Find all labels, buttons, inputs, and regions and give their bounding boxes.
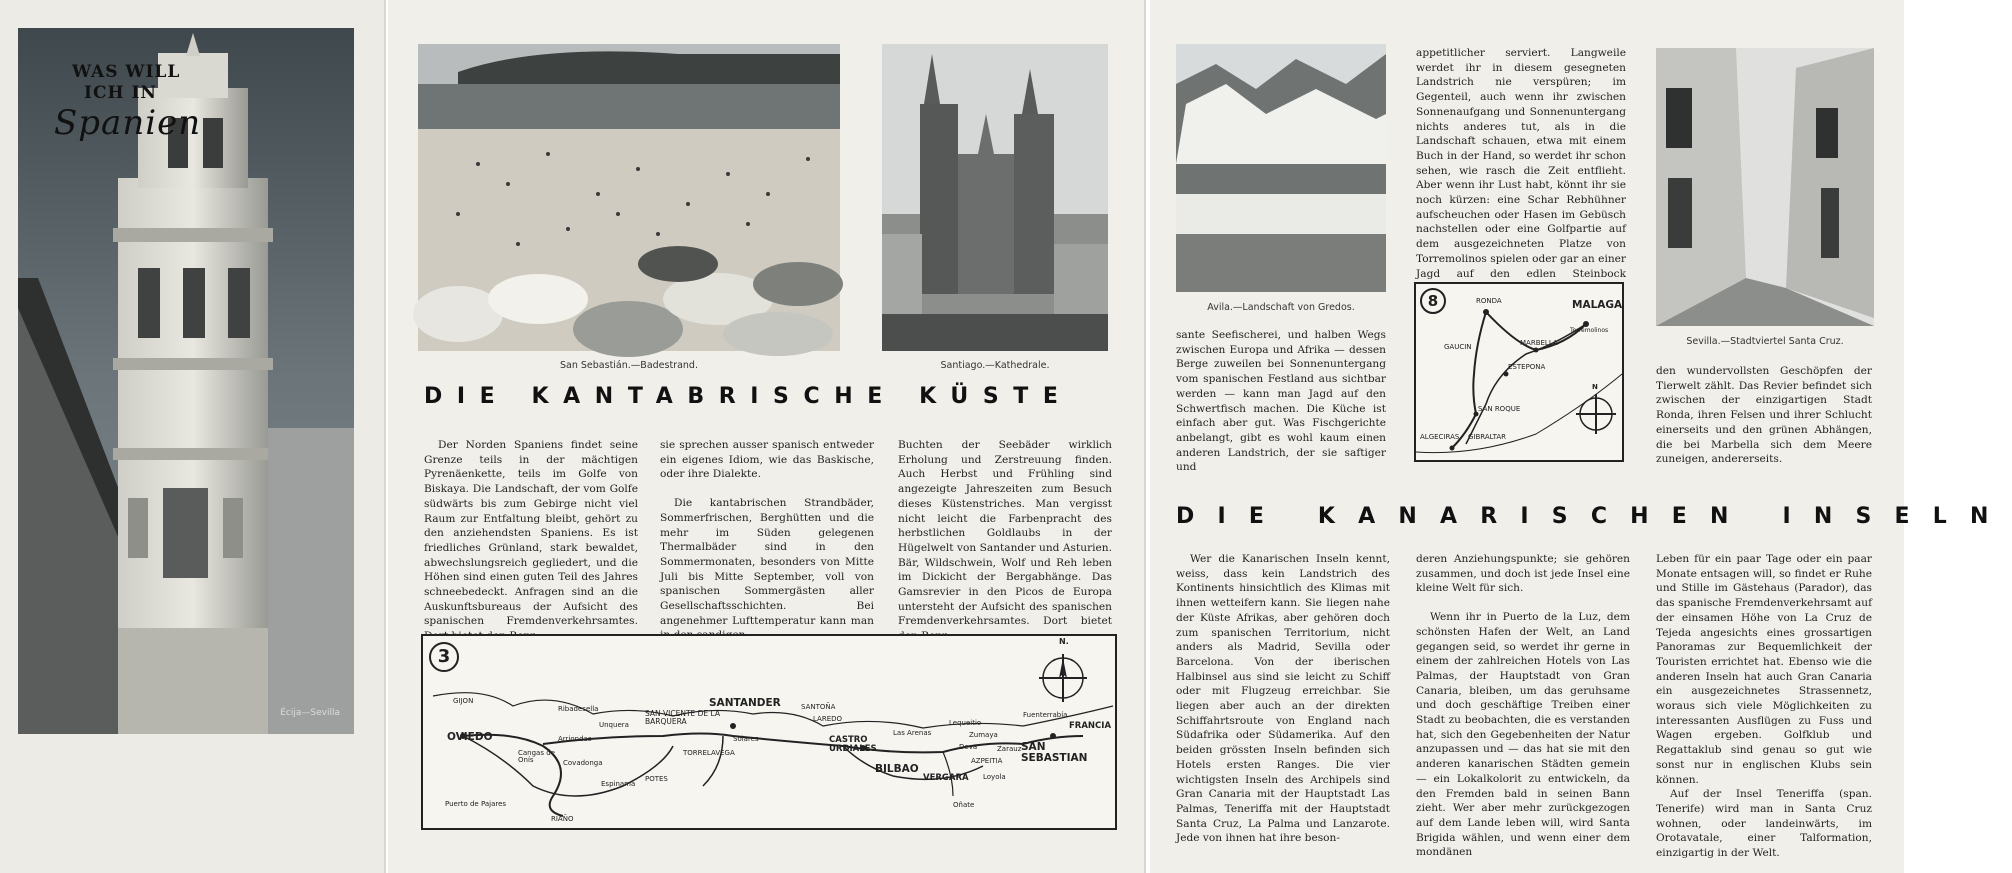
map-label-unquera: Unquera xyxy=(599,721,629,729)
map-label-francia: FRANCIA xyxy=(1069,721,1112,731)
middle-page xyxy=(388,0,1146,873)
cover-photo-credit: Écija—Sevilla xyxy=(280,708,340,718)
map-label-ribadesella: Ribadesella xyxy=(558,705,599,713)
map-label-arriondas: Arriondas xyxy=(558,735,592,743)
map-label-loyola: Loyola xyxy=(983,773,1006,781)
map-label-espinama: Espinama xyxy=(601,780,636,788)
text-paragraph: sie sprechen ausser spanisch entweder ein eigenes Idiom, wie das Baskische, oder ihre Dialekte. xyxy=(660,439,874,481)
map-label-zumaya: Zumaya xyxy=(969,731,998,739)
cover-photo xyxy=(18,28,354,734)
cover-title-line2: ICH IN xyxy=(84,83,157,103)
map-label-sanroque: SAN ROQUE xyxy=(1478,405,1521,413)
photo-san-sebastian-beach xyxy=(418,44,840,351)
photo-avila-caption: Avila.—Landschaft von Gredos. xyxy=(1207,302,1355,313)
map-label-fuenterrabia: Fuenterrabía xyxy=(1023,711,1068,719)
text-column-3 xyxy=(898,438,1112,644)
map-label-solares: Solares xyxy=(733,735,759,743)
map-label-arenas: Las Arenas xyxy=(893,729,932,737)
photo-san-sebastian-caption: San Sebastián.—Badestrand. xyxy=(560,360,698,371)
map-label-gijon: GIJON xyxy=(453,697,474,705)
map-label-sansebastian: SAN SEBASTIAN xyxy=(1021,741,1088,764)
map-label-sanvicente: SAN VICENTE DE LA BARQUERA xyxy=(645,709,721,726)
text-paragraph: Leben für ein paar Tage oder ein paar Monate entsagen will, so findet er Ruhe und Stille im Gästehaus (Parador), das das spanische Fremdenverkehrsamt auf der einsamen Höhe von La Cruz de Tejeda angesichts eines grossartigen Panoramas zur Bequemlichkeit der Touristen errichtet hat. Ebenso wie die anderen Inseln hat auch Gran Canaria ein ausgezeichnetes Strassennetz, woraus sich viele Möglichkeiten zu interessanten Ausflügen zu Fuss und Wagen ergeben. Golfklub und Regattaklub sind genau so gut wie sonst nur in englischen Klubs sein können. xyxy=(1656,553,1872,786)
text-column-1 xyxy=(424,438,638,644)
map-routes xyxy=(423,636,1115,828)
text-paragraph: sante Seefischerei, und halben Wegs zwischen Europa und Afrika — dessen Berge zuweilen bei Sonnenuntergang vom spanischen Festland aus sichtbar werden — kann man Jagd auf den Schwertfisch machen. Die Küche ist einfach aber gut. Was Fischgerichte anbelangt, gibt es wohl kaum einen anderen Landstrich, der sie saftiger und xyxy=(1176,329,1386,474)
text-paragraph: Wenn ihr in Puerto de la Luz, dem schönsten Hafen der Welt, an Land gegangen seid, so werdet ihr gerne in einem der zahlreichen Hotels von Las Palmas, der Hauptstadt von Gran Canaria, bleiben, um das geruhsame und doch geschäftige Treiben einer Stadt zu beobachten, die es verstanden hat, sich den Gegebenheiten der Natur anzupassen und — das hat sie mit den anderen kanarischen Städten gemein — ein Lokalkolorit zu entwickeln, da den Fremden bald in seinen Bann zieht. Wer aber mehr zurückgezogen auf dem Lande leben will, wird Santa Brigida wählen, und wenn einer dem mondänen xyxy=(1416,611,1630,859)
text-paragraph: Wer die Kanarischen Inseln kennt, weiss, dass kein Landstrich des Kontinents hinsichtlich des Klimas mit ihnen wetteifern kann. Sie liegen nahe der Küste Afrikas, aber gehören doch zum spanischen Territorium, nicht anders als Madrid, Sevilla oder Barcelona. Von der iberischen Halbinsel aus sind sie leicht zu Schiff oder mit Flugzeug erreichbar. Sie liegen aber auch an der direkten Schiffahrtsroute von England nach Südafrika oder Südamerika. Auf den beiden grössten Inseln befinden sich Hotels ersten Ranges. Die vier wichtigsten Inseln des Archipels sind Gran Canaria mit der Hauptstadt Las Palmas, Teneriffa mit der Hauptstadt Santa Cruz, La Palma und Lanzarote. Jede von ihnen hat ihre beson- xyxy=(1176,553,1390,845)
photo-santiago-caption: Santiago.—Kathedrale. xyxy=(940,360,1050,371)
section-title-kantabrische: DIE KANTABRISCHE KÜSTE xyxy=(424,384,1073,409)
map-label-vergara: VERGARA xyxy=(923,773,969,783)
map-label-n: N. xyxy=(1059,637,1069,646)
map-label-n: N xyxy=(1592,383,1598,391)
map-label-estepona: ESTEPONA xyxy=(1508,363,1546,371)
cover-title-line1: WAS WILL xyxy=(72,62,181,82)
map-label-onate: Oñate xyxy=(953,801,975,809)
map-number-badge: 8 xyxy=(1420,288,1446,314)
text-paragraph: den wundervollsten Geschöpfen der Tierwelt zählt. Das Revier befindet sich zwischen der einzigartigen Stadt Ronda, ihren Felsen und ihrer Schlucht einerseits und den grünen Abhängen, die bei Marbella sich dem Meere zuneigen, andererseits. xyxy=(1656,365,1872,466)
map-label-laredo: LAREDO xyxy=(813,715,843,723)
cover-title-script: Spanien xyxy=(54,103,202,143)
right-page xyxy=(1150,0,2012,873)
map-malaga-region xyxy=(1414,282,1624,462)
map-kantabrische-kueste xyxy=(421,634,1117,830)
text-paragraph: Auf der Insel Teneriffa (span. Tenerife) wird man in Santa Cruz wohnen, oder landeinwärts, im Orotavatale, einer Talformation, einzigartig in der Welt. xyxy=(1656,788,1872,860)
text-column-b xyxy=(1416,46,1626,296)
map-label-malaga: MALAGA xyxy=(1572,299,1623,311)
text-column-c xyxy=(1656,364,1872,467)
map-label-cangas: Cangas de Onís xyxy=(518,749,555,764)
map-label-gaucin: GAUCIN xyxy=(1444,343,1472,351)
text-column-k3 xyxy=(1656,552,1872,861)
map-label-potes: POTES xyxy=(645,775,668,783)
map-label-torrelavega: TORRELAVEGA xyxy=(683,749,735,757)
map-label-puerto: Puerto de Pajares xyxy=(445,800,507,808)
text-paragraph: Der Norden Spaniens findet seine Grenze teils in der mächtigen Pyrenäenkette, teils im Golfe von Biskaya. Die Landschaft, der vom Golfe südwärts bis zum Gebirge nicht viel Raum zur Entfaltung bleibt, gehört zu den anziehendsten Spaniens. Es ist friedliches Grünland, stark bewaldet, abwechslungsreich gegliedert, und die Höhen sind einen guten Teil des Jahres schneebedeckt. Anfragen sind an die Auskunftsbureaus der Aufsicht des spanischen Fremdenverkehrsamtes. xyxy=(424,439,638,628)
map-label-azpeitia: AZPEITIA xyxy=(971,757,1003,765)
text-paragraph: appetitlicher serviert. Langweile werdet ihr in diesem gesegneten Landstrich nie verspüren; im Gegenteil, auch wenn ihr zwischen Sonnenaufgang und Sonnenuntergang nichts anderes tut, als in die Landschaft schauen, etwa mit einem Buch in der Hand, so werdet ihr schon sehen, wie rasch die Zeit entflieht. Aber wenn ihr Lust habt, könnt ihr sie noch kürzen: eine Schar Rebhühner aufscheuchen oder Hasen im Gebüsch nachstellen oder eine Golfpartie auf dem ausgezeichneten Platze von Torremolinos spielen oder gar an einer Jagd auf den edlen Steinbock xyxy=(1416,47,1626,280)
cover-title xyxy=(54,62,201,142)
map-label-santona: SANTOÑA xyxy=(801,703,836,711)
map-label-zarauz: Zarauz xyxy=(997,745,1022,753)
text-column-2 xyxy=(660,438,874,643)
text-paragraph: deren Anziehungspunkte; sie gehören zusammen, und doch ist jede Insel eine kleine Welt für sich. xyxy=(1416,553,1630,595)
map-label-castro: CASTRO URDIALES xyxy=(829,735,877,754)
text-column-k1 xyxy=(1176,552,1390,846)
map-label-torremolinos: Torremolinos xyxy=(1570,327,1609,334)
map-label-riano: RIAÑO xyxy=(551,815,574,823)
map-label-marbella: MARBELLA xyxy=(1520,339,1558,347)
map-label-deva: Deva xyxy=(959,743,978,751)
map-label-bilbao: BILBAO xyxy=(875,763,919,775)
map-label-ronda: RONDA xyxy=(1476,297,1502,305)
map-label-gibraltar: GIBRALTAR xyxy=(1468,433,1506,441)
text-paragraph: Buchten der Seebäder wirklich Erholung und Zerstreuung finden. Auch Herbst und Frühling sind angezeigte Jahreszeiten zum Besuch dieses Küstenstriches. Man vergisst nicht leicht die Farbenpracht des herbstlichen Goldlaubs in der Hügelwelt von Santander und Asturien. Bär, Wildschwein, Wolf und Reh leben im Dickicht der Bergabhänge. Das Gamsrevier in den Picos de Europa untersteht der Aufsicht des spanischen Fremdenverkehrsamtes. Dort bietet xyxy=(898,439,1112,628)
text-column-a xyxy=(1176,328,1386,475)
photo-sevilla-caption: Sevilla.—Stadtviertel Santa Cruz. xyxy=(1686,336,1844,347)
cover-page xyxy=(0,0,386,873)
photo-avila-gredos xyxy=(1176,44,1386,292)
photo-sevilla-santa-cruz xyxy=(1656,48,1874,326)
map-label-lequeitio: Lequeitio xyxy=(949,719,982,727)
text-paragraph: Die kantabrischen Strandbäder, Sommerfrischen, Berghütten und die mehr im Süden gelegenen Thermalbäder sind in den Sommermonaten, besonders von Mitte Juli bis Mitte September, voll von spanischen Sommergästen aller Gesellschaftsschichten. Bei angenehmer Lufttemperatur kann man xyxy=(660,497,874,627)
map-label-santander: SANTANDER xyxy=(709,697,781,709)
photo-santiago-cathedral xyxy=(882,44,1108,351)
map-label-covadonga: Covadonga xyxy=(563,759,603,767)
section-title-kanarische: DIE KANARISCHEN INSELN xyxy=(1176,504,2012,529)
map-number-badge: 3 xyxy=(429,642,459,672)
map-label-oviedo: OVIEDO xyxy=(447,731,493,743)
text-column-k2 xyxy=(1416,552,1630,860)
map-label-algeciras: ALGECIRAS xyxy=(1420,433,1460,441)
